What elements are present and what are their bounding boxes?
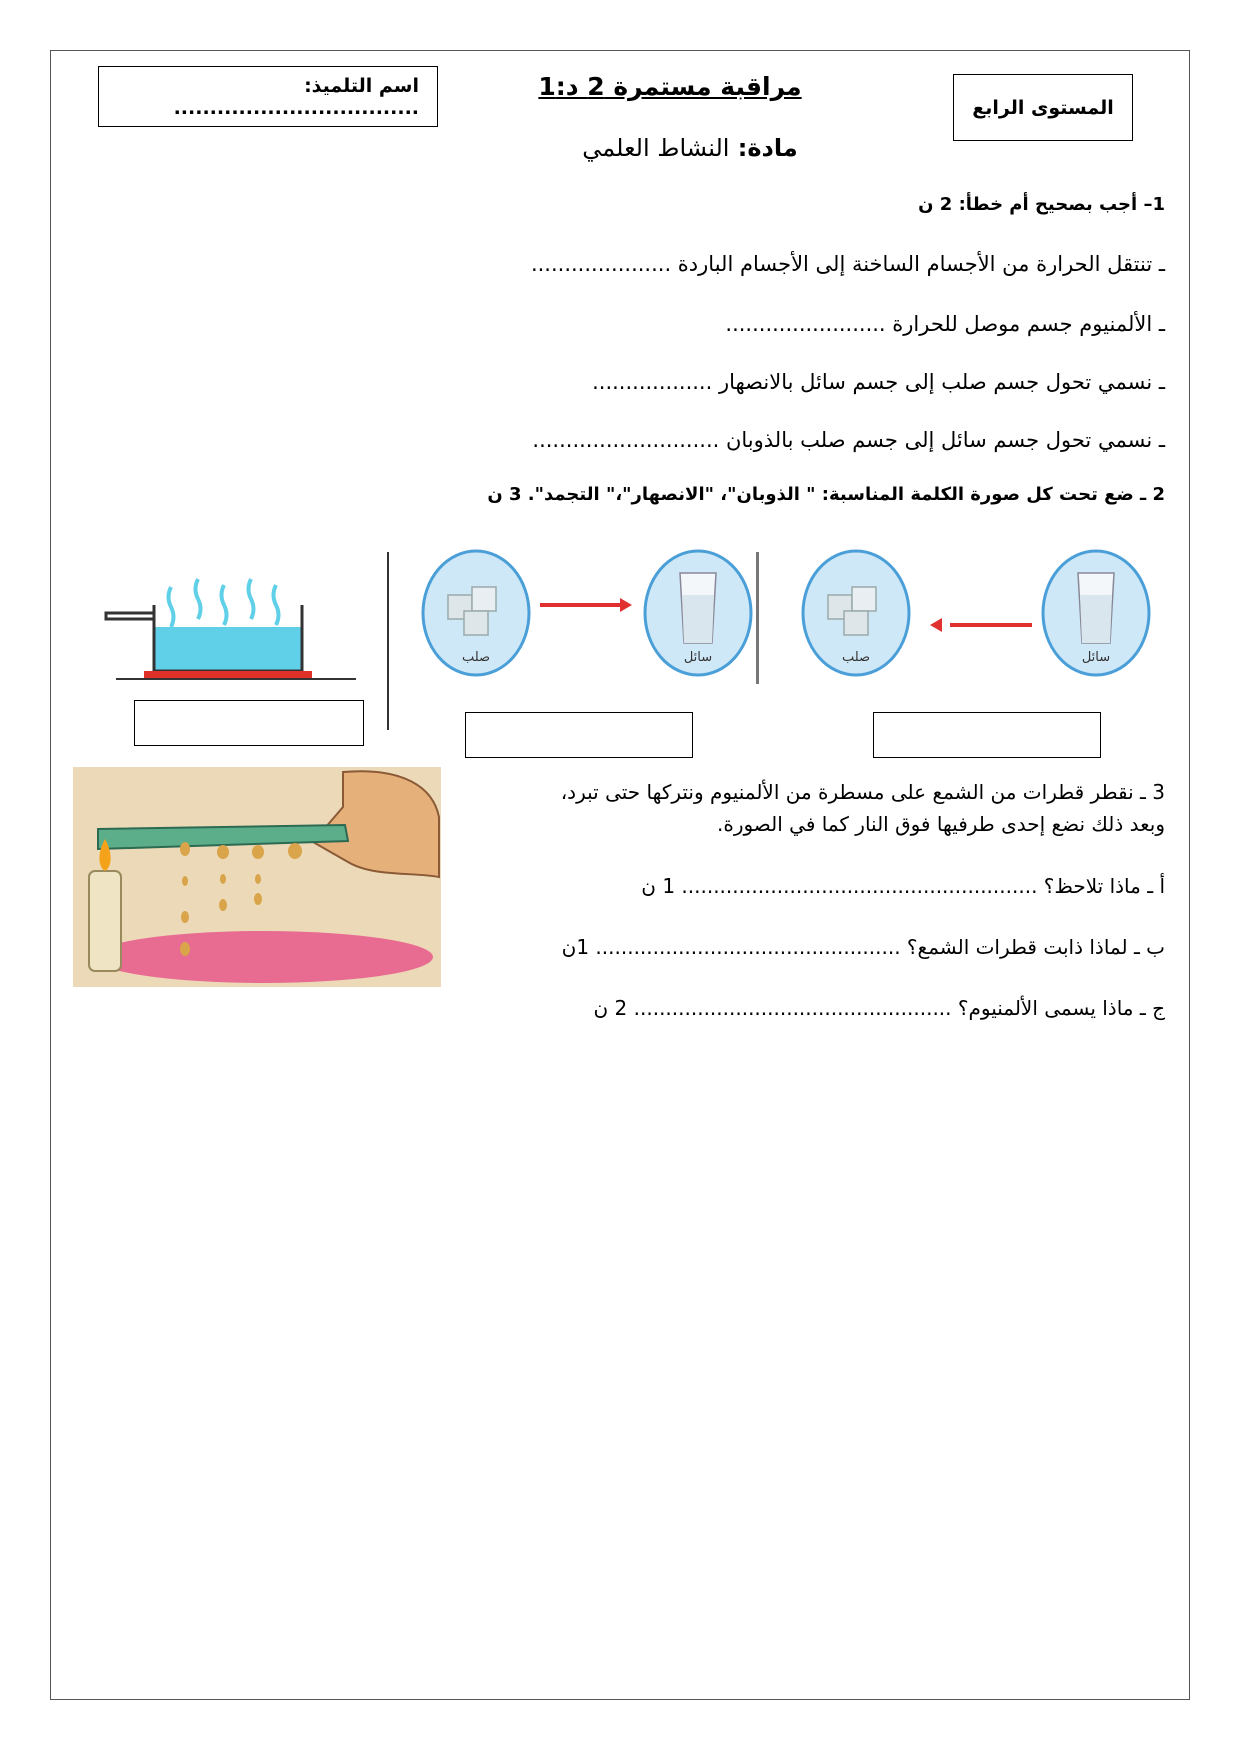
liquid-to-solid-illustration [800,545,1160,685]
level-box [953,74,1133,141]
divider-line-left [387,552,389,730]
student-name-label: اسم التلميذ: .................................. [173,74,419,119]
q3-question-c: ج ـ ماذا يسمى الألمنيوم؟ .................................................. 2 ن [593,996,1165,1020]
answer-box-pot[interactable] [134,700,364,746]
water-icon [154,627,302,671]
subject-value: النشاط العلمي [582,134,730,162]
stove-flame-icon [144,671,312,679]
boiling-pot-illustration [96,555,364,683]
q3-intro-line-2: وبعد ذلك نضع إحدى طرفيها فوق النار كما في الصورة. [716,812,1165,836]
solid-to-liquid-illustration [420,545,760,685]
q1-heading: 1– أجب بصحيح أم خطأ: 2 ن [918,194,1165,215]
q3-question-a: أ ـ ماذا تلاحظ؟ ........................................................ 1 ن [641,874,1165,898]
level-text: المستوى الرابع [972,96,1114,119]
q1-statement-3: ـ نسمي تحول جسم صلب إلى جسم سائل بالانصهار .................. [592,370,1165,394]
exam-title: مراقبة مستمرة 2 د:1 [538,72,802,101]
heat-area [93,931,433,983]
liquid-label: سائل [683,650,713,665]
steam-icon [169,579,279,627]
q2-heading: 2 ـ ضع تحت كل صورة الكلمة المناسبة: " الذوبان"، "الانصهار"،" التجمد". 3 ن [487,484,1165,505]
q1-statement-2: ـ الألمنيوم جسم موصل للحرارة ........................ [725,312,1165,336]
q3-question-b: ب ـ لماذا ذابت قطرات الشمع؟ ................................................ 1ن [561,935,1165,959]
answer-box-solid-to-liquid[interactable] [465,712,693,758]
subject-label: مادة: [737,134,798,162]
q1-statement-1: ـ تنتقل الحرارة من الأجسام الساخنة إلى الأجسام الباردة ..................... [530,252,1165,276]
divider-line-middle [756,552,759,684]
candle-icon [89,871,121,971]
solid-label: صلب [841,650,871,665]
solid-label: صلب [461,650,491,665]
student-name-box[interactable] [98,66,438,127]
answer-box-liquid-to-solid[interactable] [873,712,1101,758]
subject-line [560,134,820,162]
q1-statement-4: ـ نسمي تحول جسم سائل إلى جسم صلب بالذوبان ............................ [532,428,1165,452]
liquid-label: سائل [1081,650,1111,665]
q3-intro-line-1: 3 ـ نقطر قطرات من الشمع على مسطرة من الألمنيوم ونتركها حتى تبرد، [560,780,1165,804]
candle-ruler-illustration [73,767,441,987]
